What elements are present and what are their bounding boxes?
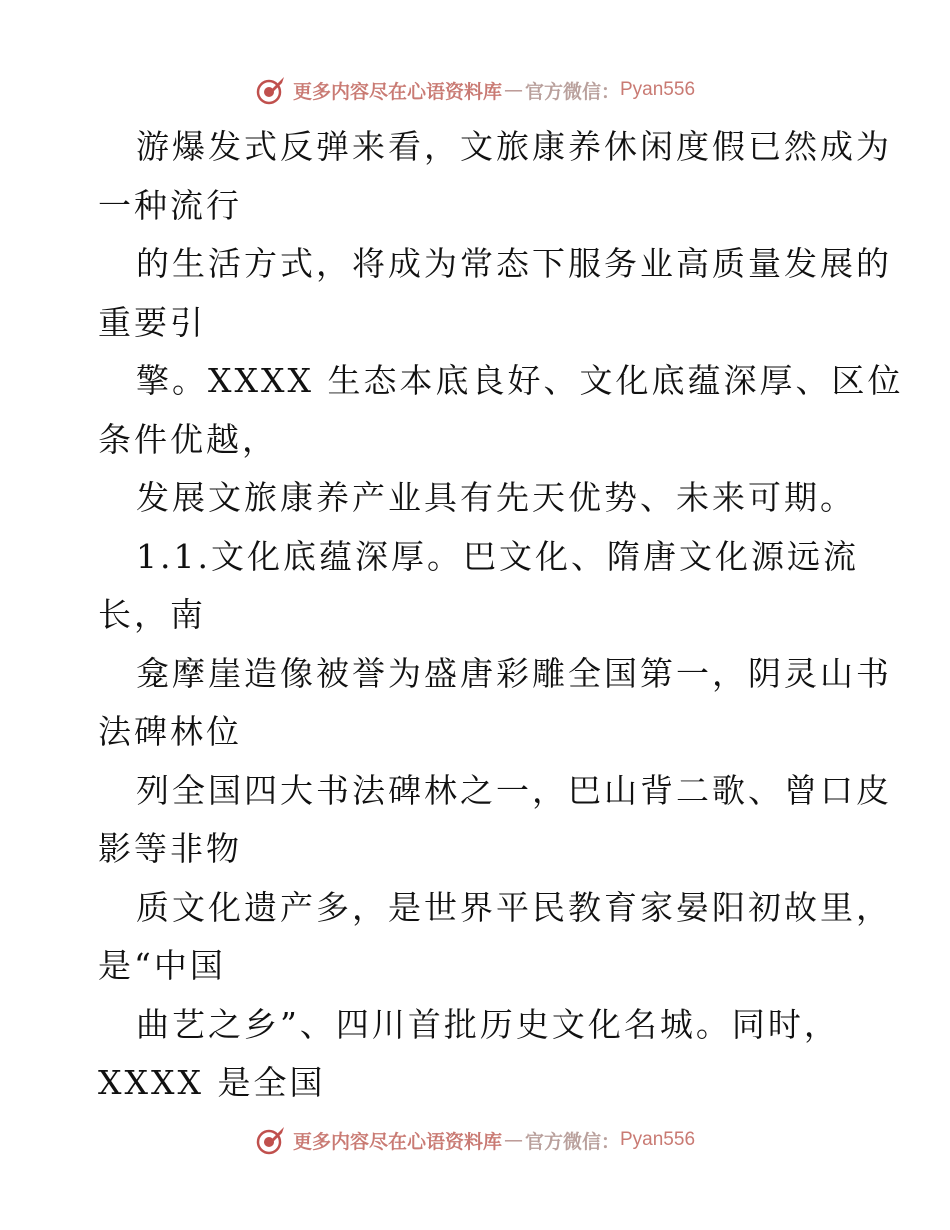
text-line: 是“中国 — [98, 946, 226, 985]
watermark-text: 更多内容尽在心语资料库 — [292, 80, 502, 103]
text-line: 游爆发式反弹来看，文旅康养休闲度假已然成为 — [136, 127, 892, 166]
text-line: 发展文旅康养产业具有先天优势、未来可期。 — [136, 478, 856, 517]
watermark-text: 更多内容尽在心语资料库 — [292, 1130, 502, 1153]
text-line: 影等非物 — [98, 829, 242, 868]
watermark-wechat-id: Pyan556 — [620, 1129, 696, 1150]
text-line: 曲艺之乡”、四川首批历史文化名城。同时， — [136, 1004, 840, 1044]
watermark-wechat-label: 官方微信： — [524, 1130, 620, 1153]
text-line: 质文化遗产多，是世界平民教育家晏阳初故里， — [136, 887, 892, 927]
quill-logo-icon — [255, 74, 287, 106]
watermark-dash: — — [503, 79, 523, 101]
text-line: XXXX 是全国 — [98, 1063, 326, 1102]
text-line: 列全国四大书法碑林之一，巴山背二歌、曾口皮 — [136, 770, 892, 810]
watermark-wechat-label: 官方微信： — [524, 80, 620, 103]
text-line: 法碑林位 — [98, 712, 242, 751]
header-watermark — [0, 72, 950, 108]
quill-logo-icon — [255, 1124, 287, 1156]
text-line: 1.1.文化底蕴深厚。巴文化、隋唐文化源远流 — [136, 536, 859, 576]
watermark-dash: — — [503, 1129, 523, 1151]
text-line: 的生活方式，将成为常态下服务业高质量发展的 — [136, 244, 892, 283]
watermark-wechat-id: Pyan556 — [620, 79, 696, 100]
document-body — [98, 118, 904, 1113]
text-line: 长，南 — [98, 595, 206, 634]
text-line: 龛摩崖造像被誉为盛唐彩雕全国第一，阴灵山书 — [136, 653, 892, 693]
text-line: 条件优越， — [98, 419, 278, 459]
text-line: 重要引 — [98, 302, 206, 342]
text-line: 一种流行 — [98, 185, 242, 225]
text-line: 擎。XXXX 生态本底良好、文化底蕴深厚、区位 — [136, 361, 904, 400]
footer-watermark — [0, 1122, 950, 1158]
